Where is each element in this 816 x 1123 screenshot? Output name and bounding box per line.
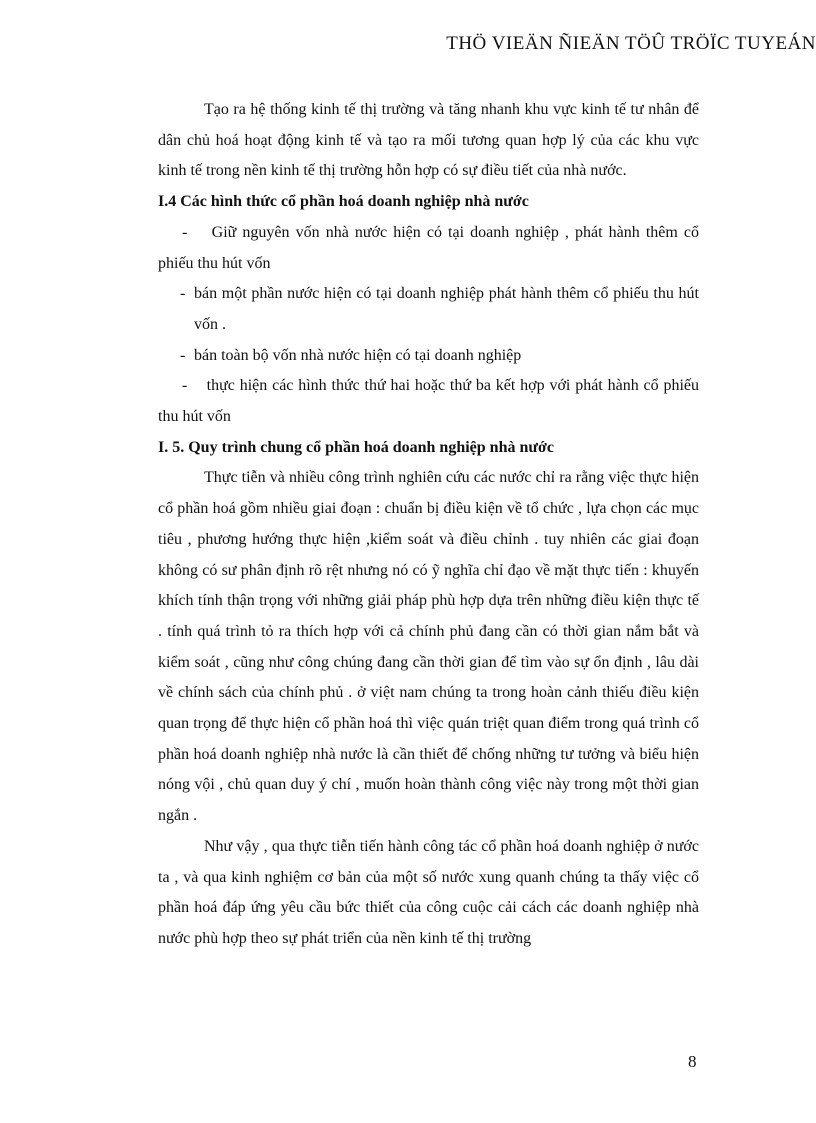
list-item — [158, 279, 699, 340]
list-item-text: bán một phần nước hiện có tại doanh nghiệp phát hành thêm cổ phiếu thu hút vốn . — [194, 285, 699, 333]
list-item — [158, 341, 699, 372]
list-dash: - — [180, 285, 186, 303]
list-item — [158, 218, 699, 279]
list-dash: - — [182, 377, 188, 395]
page-header: THÖ VIEÄN ÑIEÄN TÖÛ TRÖÏC TUYEÁN — [446, 33, 816, 54]
document-body — [158, 95, 699, 955]
list-item-text: Giữ nguyên vốn nhà nước hiện có tại doanh nghiệp , phát hành thêm cổ phiếu thu hút vốn — [158, 223, 700, 272]
list-item — [158, 371, 699, 432]
section-heading-1-5: I. 5. Quy trình chung cổ phần hoá doanh nghiệp nhà nước — [158, 438, 554, 456]
list-item-text: bán toàn bộ vốn nhà nước hiện có tại doanh nghiệp — [194, 346, 522, 364]
list-dash: - — [180, 346, 186, 364]
paragraph-conclusion: Như vậy , qua thực tiễn tiến hành công tác cổ phần hoá doanh nghiệp ở nước ta , và qua kinh nghiệm cơ bản của một số nước xung quanh chúng ta thấy việc cổ phần hoá đáp ứng yêu cầu bức thiết của công cuộc cải cách các doanh nghiệp nhà nước phù hợp theo sự phát triển của nền kinh tế thị trường — [158, 837, 699, 947]
section-heading-1-4: I.4 Các hình thức cổ phần hoá doanh nghiệp nhà nước — [158, 193, 529, 211]
page-number: 8 — [688, 1052, 697, 1071]
list-dash: - — [182, 223, 188, 241]
paragraph-intro: Tạo ra hệ thống kinh tế thị trường và tăng nhanh khu vực kinh tế tư nhân để dân chủ hoá hoạt động kinh tế và tạo ra mối tương quan hợp lý của các khu vực kinh tế trong nền kinh tế thị trường hỗn hợp có sự điều tiết của nhà nước. — [158, 101, 699, 180]
list-item-text: thực hiện các hình thức thứ hai hoặc thứ ba kết hợp với phát hành cổ phiếu thu hút vốn — [158, 377, 699, 426]
paragraph-process: Thực tiễn và nhiều công trình nghiên cứu các nước chỉ ra rằng việc thực hiện cổ phần hoá gồm nhiều giai đoạn : chuẩn bị điều kiện về tổ chức , lựa chọn các mục tiêu , phương hướng thực hiện ,kiểm soát và điều chỉnh . tuy nhiên các giai đoạn không có sư phân định rõ rệt nhưng nó có ỹ nghĩa chỉ đạo về mặt thực tiến : khuyến khích tính thận trọng với những giải pháp phù hợp dựa trên những điều kiện thực tế . tính quá trình tỏ ra thích hợp với cả chính phủ đang cần có thời gian nắm bắt và kiểm soát , cũng như công chúng đang cần thời gian để tìm vào sự ổn định , lâu dài về chính sách của chính phủ . ở việt nam chúng ta trong hoàn cảnh thiếu điều kiện quan trọng để thực hiện cổ phần hoá thì việc quán triệt quan điểm trong quá trình cổ phần hoá doanh nghiệp nhà nước là cần thiết để chống những tư tưởng và biểu hiện nóng vội , chủ quan duy ý chí , muốn hoàn thành công việc này trong một thời gian ngắn . — [158, 469, 699, 825]
